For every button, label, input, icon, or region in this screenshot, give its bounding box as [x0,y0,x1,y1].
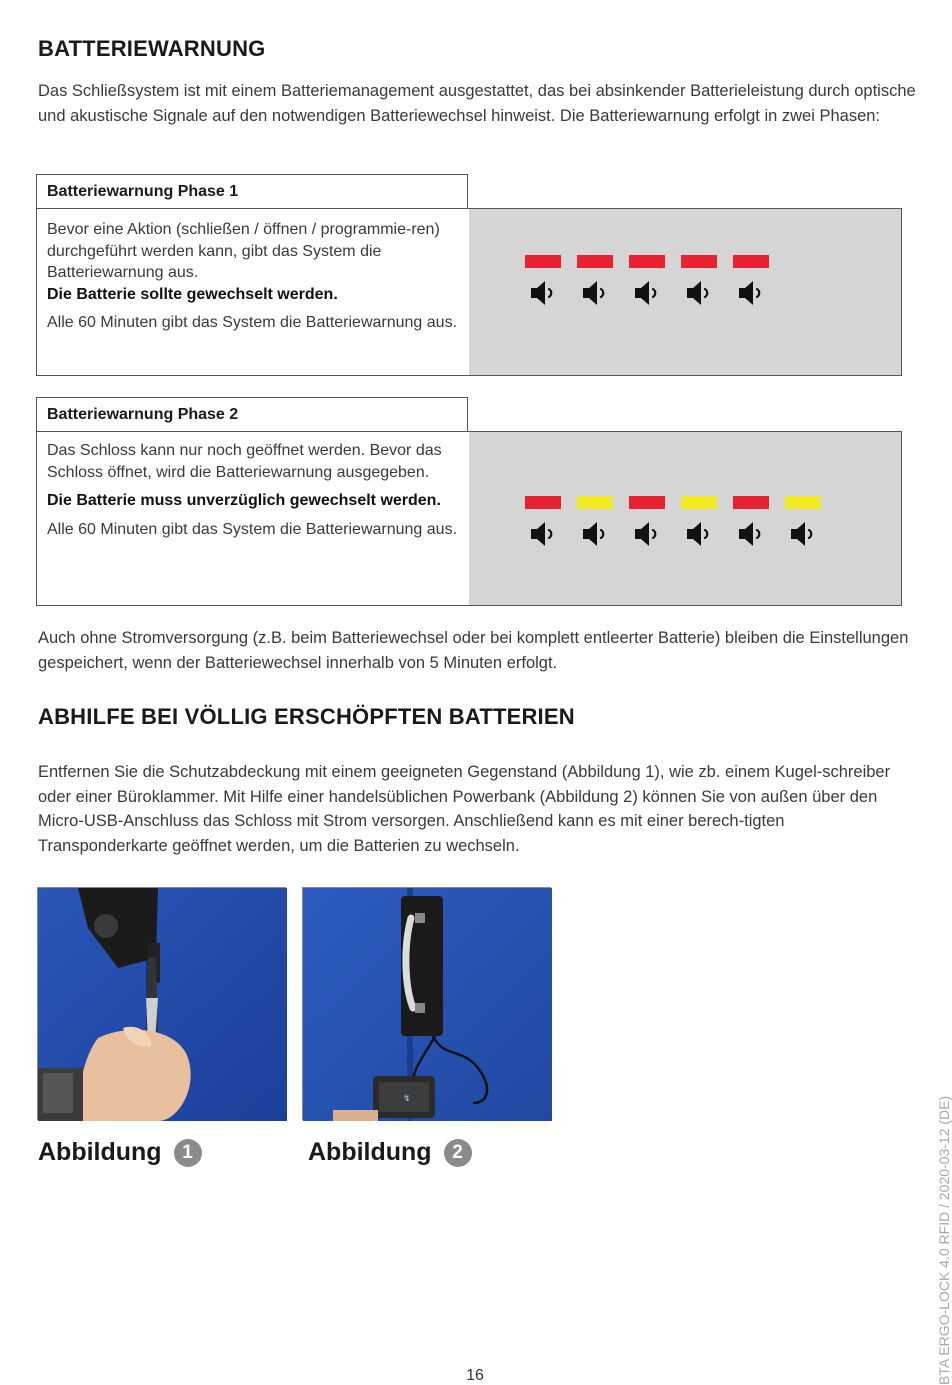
phase2-signal-3 [629,496,665,547]
speaker-icon [632,521,662,547]
phase2-signal-5 [733,496,769,547]
svg-text:↯: ↯ [403,1094,411,1104]
speaker-icon [736,280,766,306]
led-indicator [577,255,613,268]
phase1-signals [525,255,785,306]
phase1-signal-3 [629,255,665,306]
phase2-bold: Die Batterie muss unverzüglich gewechselt werden. [47,492,441,509]
figure-2-caption [308,1138,472,1167]
phase1-signal-1 [525,255,561,306]
speaker-icon [684,521,714,547]
led-indicator [629,255,665,268]
document-reference: BTA ERGO-LOCK 4.0 RFID / 2020-03-12 (DE) [936,1095,952,1385]
phase2-text [37,432,469,605]
speaker-icon [580,521,610,547]
phase2-box [36,431,902,606]
led-indicator [785,496,821,509]
phase2-signal-1 [525,496,561,547]
figure-2-image [303,888,552,1121]
section-title-abhilfe: ABHILFE BEI VÖLLIG ERSCHÖPFTEN BATTERIEN [38,704,575,729]
figure-1-number-badge: 1 [174,1139,202,1167]
phase1-text [37,209,469,375]
speaker-icon [788,521,818,547]
speaker-icon [736,521,766,547]
phase2-header: Batteriewarnung Phase 2 [36,397,468,431]
figure-2-photo [302,887,551,1120]
page-number: 16 [466,1367,484,1384]
led-indicator [733,496,769,509]
led-indicator [577,496,613,509]
speaker-icon [528,521,558,547]
phase2-signal-2 [577,496,613,547]
led-indicator [525,496,561,509]
figure-2-caption-label: Abbildung [308,1138,432,1166]
phase1-text2: Alle 60 Minuten gibt das System die Batteriewarnung aus. [47,314,458,331]
phase1-signal-2 [577,255,613,306]
phase2-signal-panel [469,432,901,605]
figure-1-image [38,888,287,1121]
figure-1-photo [37,887,286,1120]
abhilfe-paragraph: Entfernen Sie die Schutzabdeckung mit einem geeigneten Gegenstand (Abbildung 1), wie zb. einem Kugel-schreiber oder einer Büroklammer. Mit Hilfe einer handelsüblichen Powerbank (Abbildung 2) können Sie von außen über den Micro-USB-Anschluss das Schloss mit Strom versorgen. Anschließend kann es mit einer berech-tigten Transponderkarte geöffnet werden, um die Batterien zu wechseln. [38,763,891,855]
speaker-icon [684,280,714,306]
section-title-batteriewarnung: BATTERIEWARNUNG [38,36,266,61]
phase1-text1: Bevor eine Aktion (schließen / öffnen / programmie-ren) durchgeführt werden kann, gibt das System die Batteriewarnung aus. [47,221,440,281]
led-indicator [681,255,717,268]
phase1-bold: Die Batterie sollte gewechselt werden. [47,285,338,303]
figure-2-number-badge: 2 [444,1139,472,1167]
storage-note: Auch ohne Stromversorgung (z.B. beim Batteriewechsel oder bei komplett entleerter Batterie) bleiben die Einstellungen gespeichert, wenn der Batteriewechsel innerhalb von 5 Minuten erfolgt. [38,629,909,672]
speaker-icon [528,280,558,306]
phase1-signal-4 [681,255,717,306]
phase2-text2: Alle 60 Minuten gibt das System die Batteriewarnung aus. [47,520,458,538]
speaker-icon [580,280,610,306]
phase1-header: Batteriewarnung Phase 1 [36,174,468,208]
phase1-box [36,208,902,376]
phase2-signal-6 [785,496,821,547]
phase2-signals [525,496,837,547]
phase1-signal-panel [469,209,901,375]
led-indicator [525,255,561,268]
figure-1-caption-label: Abbildung [38,1138,162,1166]
led-indicator [681,496,717,509]
intro-paragraph: Das Schließsystem ist mit einem Batteriemanagement ausgestattet, das bei absinkender Batterieleistung durch optische und akustische Signale auf den notwendigen Batteriewechsel hinweist. Die Batteriewarnung erfolgt in zwei Phasen: [38,82,916,125]
speaker-icon [632,280,662,306]
phase2-signal-4 [681,496,717,547]
led-indicator [733,255,769,268]
figure-1-caption [38,1138,202,1167]
phase1-signal-5 [733,255,769,306]
phase2-text1: Das Schloss kann nur noch geöffnet werden. Bevor das Schloss öffnet, wird die Batteriewarnung ausgegeben. [47,442,442,481]
led-indicator [629,496,665,509]
